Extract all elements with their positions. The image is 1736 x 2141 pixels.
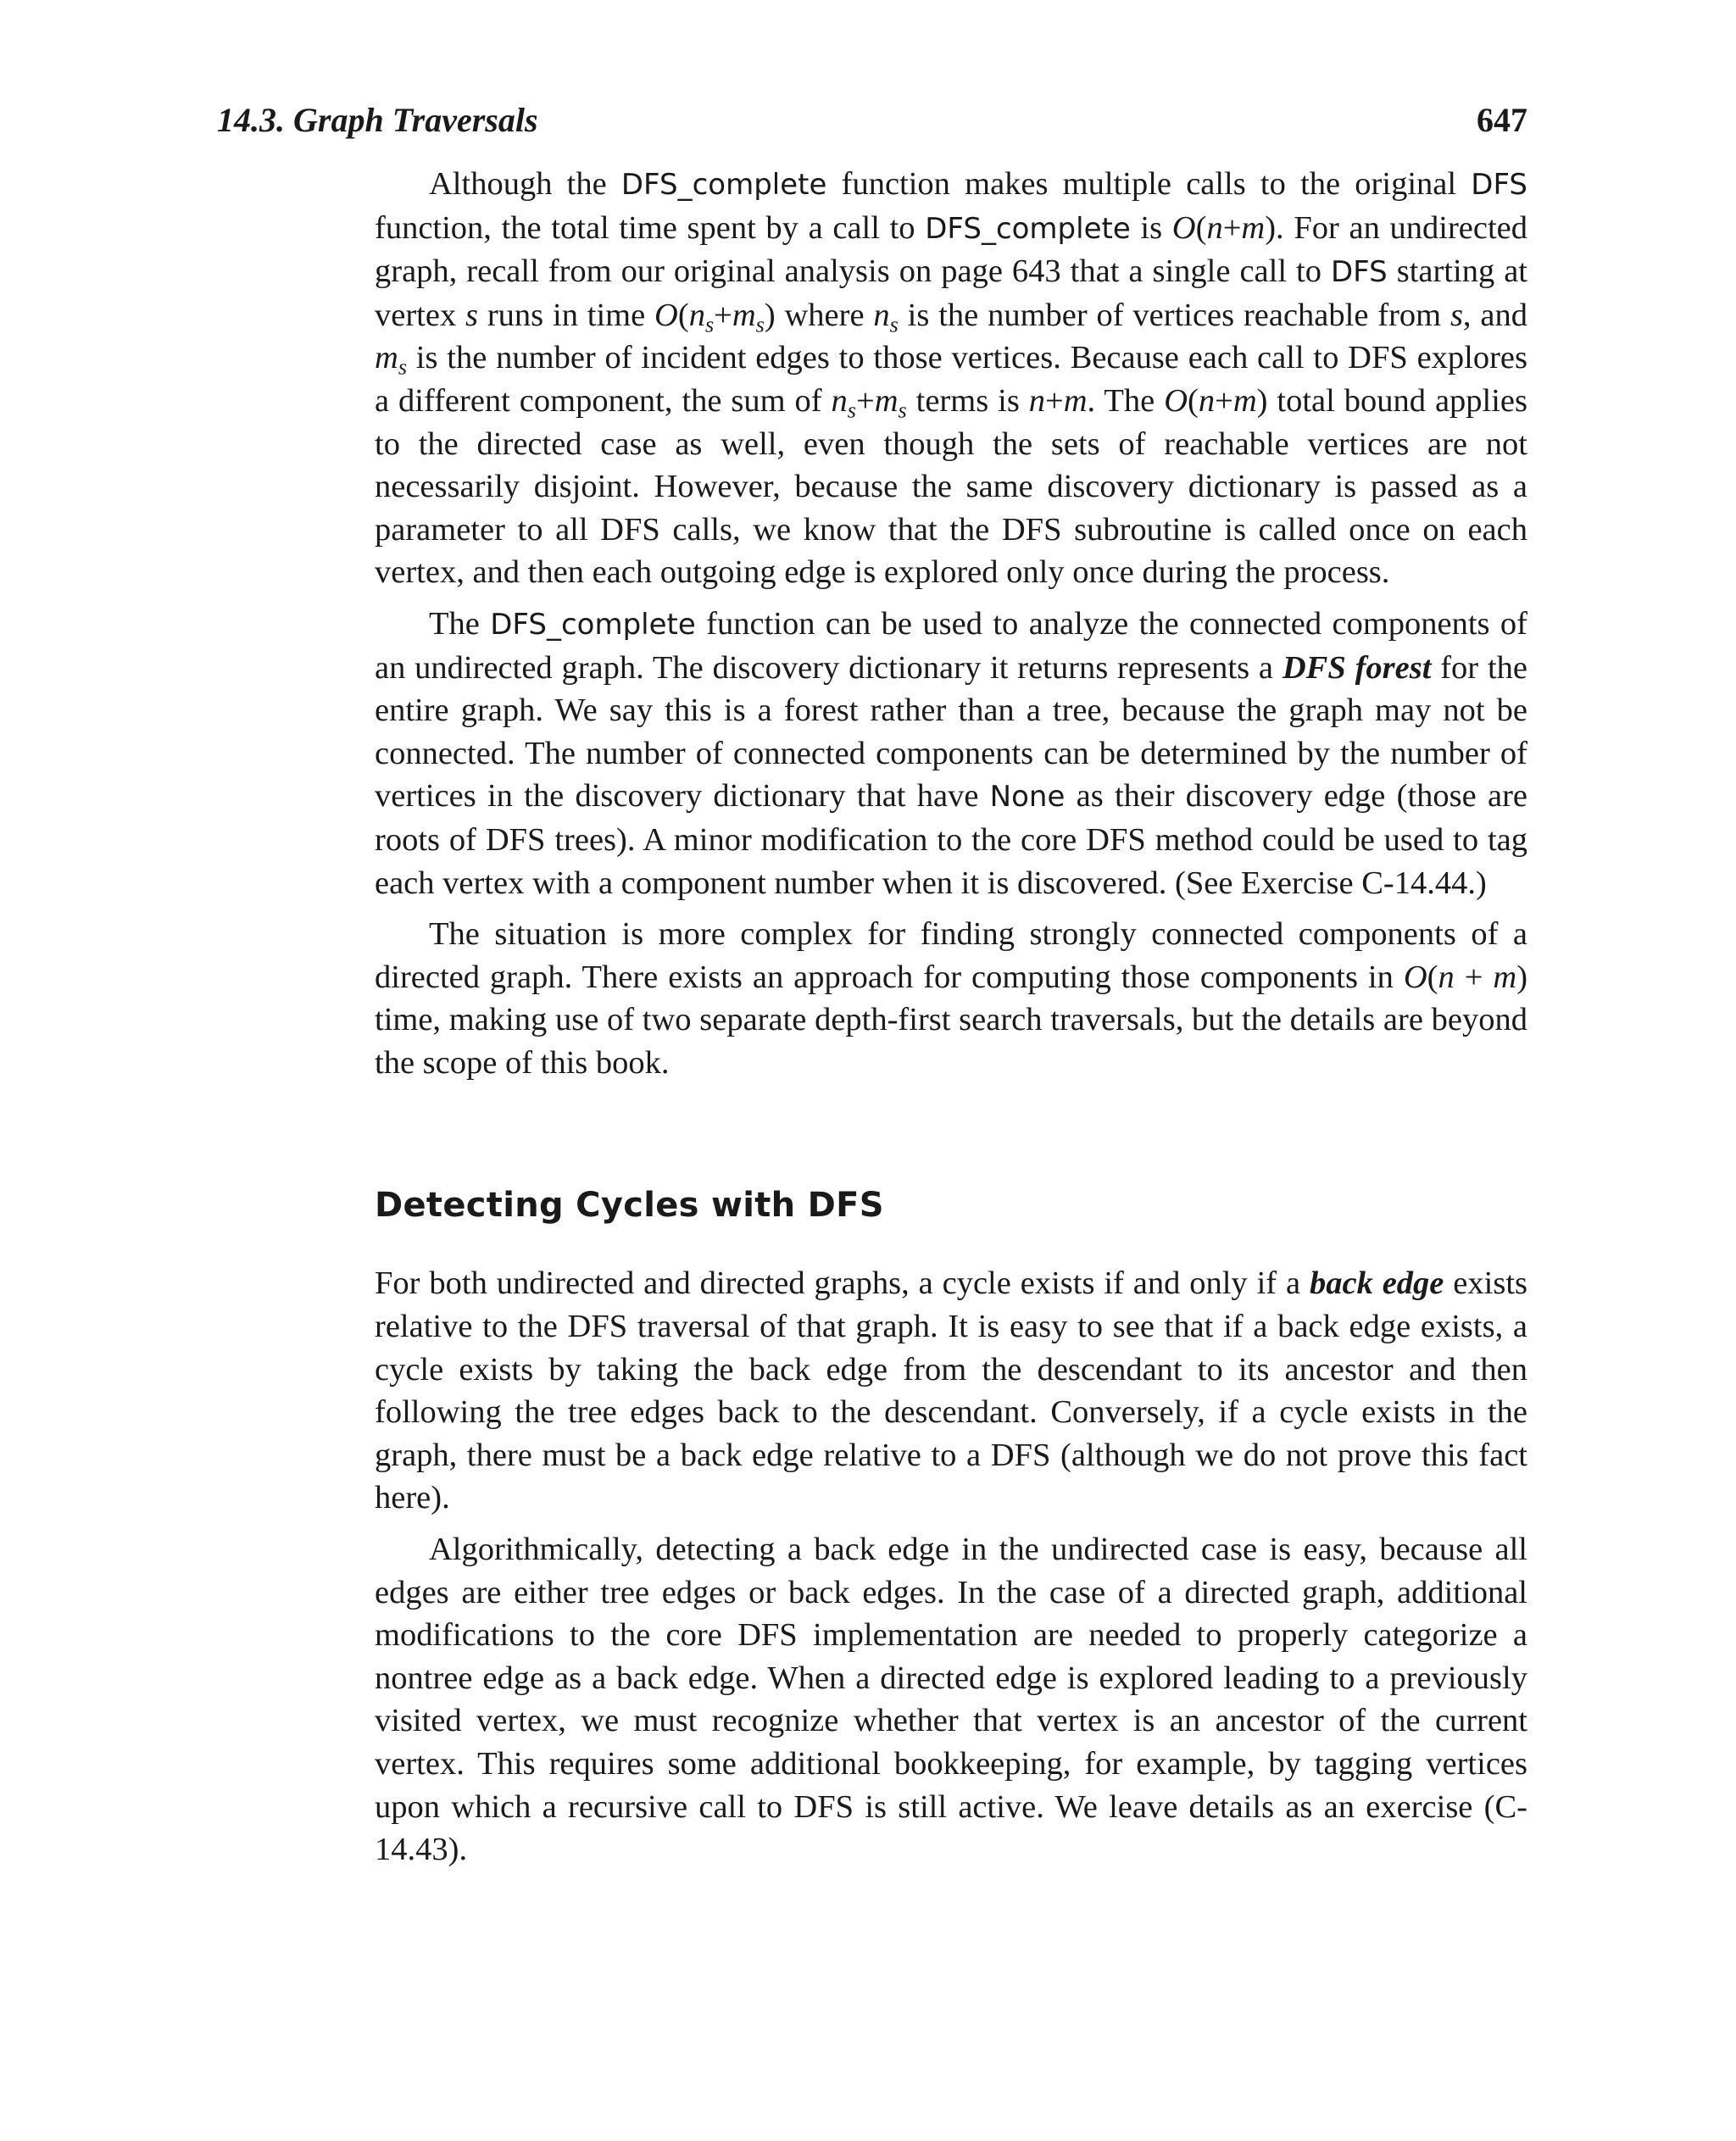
- text-run: is the number of incident edges to those vertices. Because each call to DFS explores a different component, the sum of: [375, 340, 1527, 419]
- page-body: [375, 163, 1527, 1880]
- code-dfs-complete: DFS_complete: [620, 168, 827, 202]
- text-run: terms is: [906, 382, 1029, 419]
- paragraph-algorithmic-detection: Algorithmically, detecting a back edge in the undirected case is easy, because all edges are either tree edges or back edges. In the case of a directed graph, additional modifications to the core DFS implementation are needed to properly categorize a nontree edge as a back edge. When a directed edge is explored leading to a previously visited vertex, we must recognize whether that vertex is an ancestor of the current vertex. This requires some additional bookkeeping, for example, by tagging vertices upon which a recursive call to DFS is still active. We leave details as an exercise (C-14.43).: [375, 1532, 1527, 1868]
- math-ns-plus-ms: $n_s+m_s$: [831, 382, 907, 423]
- section-title: 14.3. Graph Traversals: [217, 101, 538, 139]
- math-n-plus-m: n+m: [1028, 382, 1088, 419]
- text-run: , and: [1462, 297, 1527, 333]
- text-run: The: [429, 605, 491, 642]
- code-dfs-complete: DFS_complete: [490, 607, 696, 642]
- math-s: s: [1449, 297, 1463, 333]
- text-run: is the number of vertices reachable from: [898, 297, 1450, 333]
- text-run: where: [775, 297, 874, 333]
- code-none: None: [989, 780, 1066, 815]
- term-dfs-forest: DFS forest: [1282, 649, 1432, 686]
- text-run: exists relative to the DFS traversal of that graph. It is easy to see that if a back edge exists, a cycle exists by taking the back edge from the descendant to its ancestor and then following the tree edges back to the descendant. Conversely, if a cycle exists in the graph, there must be a back edge relative to a DFS (although we do not prove this fact here).: [375, 1265, 1528, 1516]
- text-run: time, making use of two separate depth-first search traversals, but the details are beyond the scope of this book.: [375, 1002, 1527, 1081]
- text-run: function, the total time spent by a call to: [375, 209, 926, 246]
- subsection-title: Detecting Cycles with DFS: [375, 1186, 884, 1226]
- text-run: runs in time: [478, 297, 655, 333]
- page-number: 647: [1477, 101, 1527, 139]
- text-run: function makes multiple calls to the original: [826, 166, 1472, 202]
- math-o-n-plus-m: O(n+m): [1164, 382, 1268, 419]
- text-run: total bound applies to the directed case as well, even though the sets of reachable vertices are not necessarily disjoint. However, because the same discovery dictionary is passed as a parameter to all DFS calls, we know that the DFS subroutine is called once on each vertex, and then each outgoing edge is explored only once during the process.: [375, 382, 1528, 591]
- text-run: The situation is more complex for finding strongly connected components of a directed graph. There exists an approach for computing those components in: [375, 916, 1527, 995]
- text-run: as their discovery edge (those are roots of DFS trees). A minor modification to the core DFS method could be used to tag each vertex with a component number when it is discovered. (See Exercise C-14.44.): [375, 778, 1527, 901]
- text-run: . The: [1087, 382, 1165, 419]
- code-dfs-complete: DFS_complete: [925, 211, 1131, 246]
- math-o-n-plus-m: O(n+m): [1171, 209, 1277, 246]
- text-run: starting at vertex: [375, 253, 1527, 333]
- math-ns: $n_s$: [873, 297, 899, 337]
- math-o-ns-plus-ms: $O(n_s+m_s)$: [654, 297, 776, 337]
- text-run: function can be used to analyze the connected components of an undirected graph. The discovery dictionary it returns represents a: [375, 605, 1527, 686]
- math-ms: $m_s$: [375, 340, 407, 380]
- term-back-edge: back edge: [1309, 1265, 1444, 1302]
- text-run: for the entire graph. We say this is a forest rather than a tree, because the graph may not be connected. The number of connected components can be determined by the number of vertices in the discovery dictionary that have: [375, 649, 1528, 815]
- paragraph-connected-components: [375, 603, 1527, 904]
- text-run: is: [1130, 209, 1172, 246]
- paragraph-dfs-complete-analysis: [375, 163, 1527, 594]
- math-o-n-plus-m: O(n + m): [1403, 959, 1528, 995]
- paragraph-strongly-connected: [375, 913, 1527, 1084]
- text-run: . For an undirected graph, recall from our original analysis on page 643 that a single call to: [375, 209, 1527, 290]
- text-run: Although the: [429, 166, 621, 202]
- code-dfs: DFS: [1330, 255, 1388, 290]
- math-s: s: [465, 297, 479, 333]
- running-head: [217, 100, 1527, 140]
- code-dfs: DFS: [1471, 168, 1527, 202]
- paragraph-back-edge: [375, 1262, 1527, 1520]
- text-run: For both undirected and directed graphs, a cycle exists if and only if a: [375, 1265, 1310, 1302]
